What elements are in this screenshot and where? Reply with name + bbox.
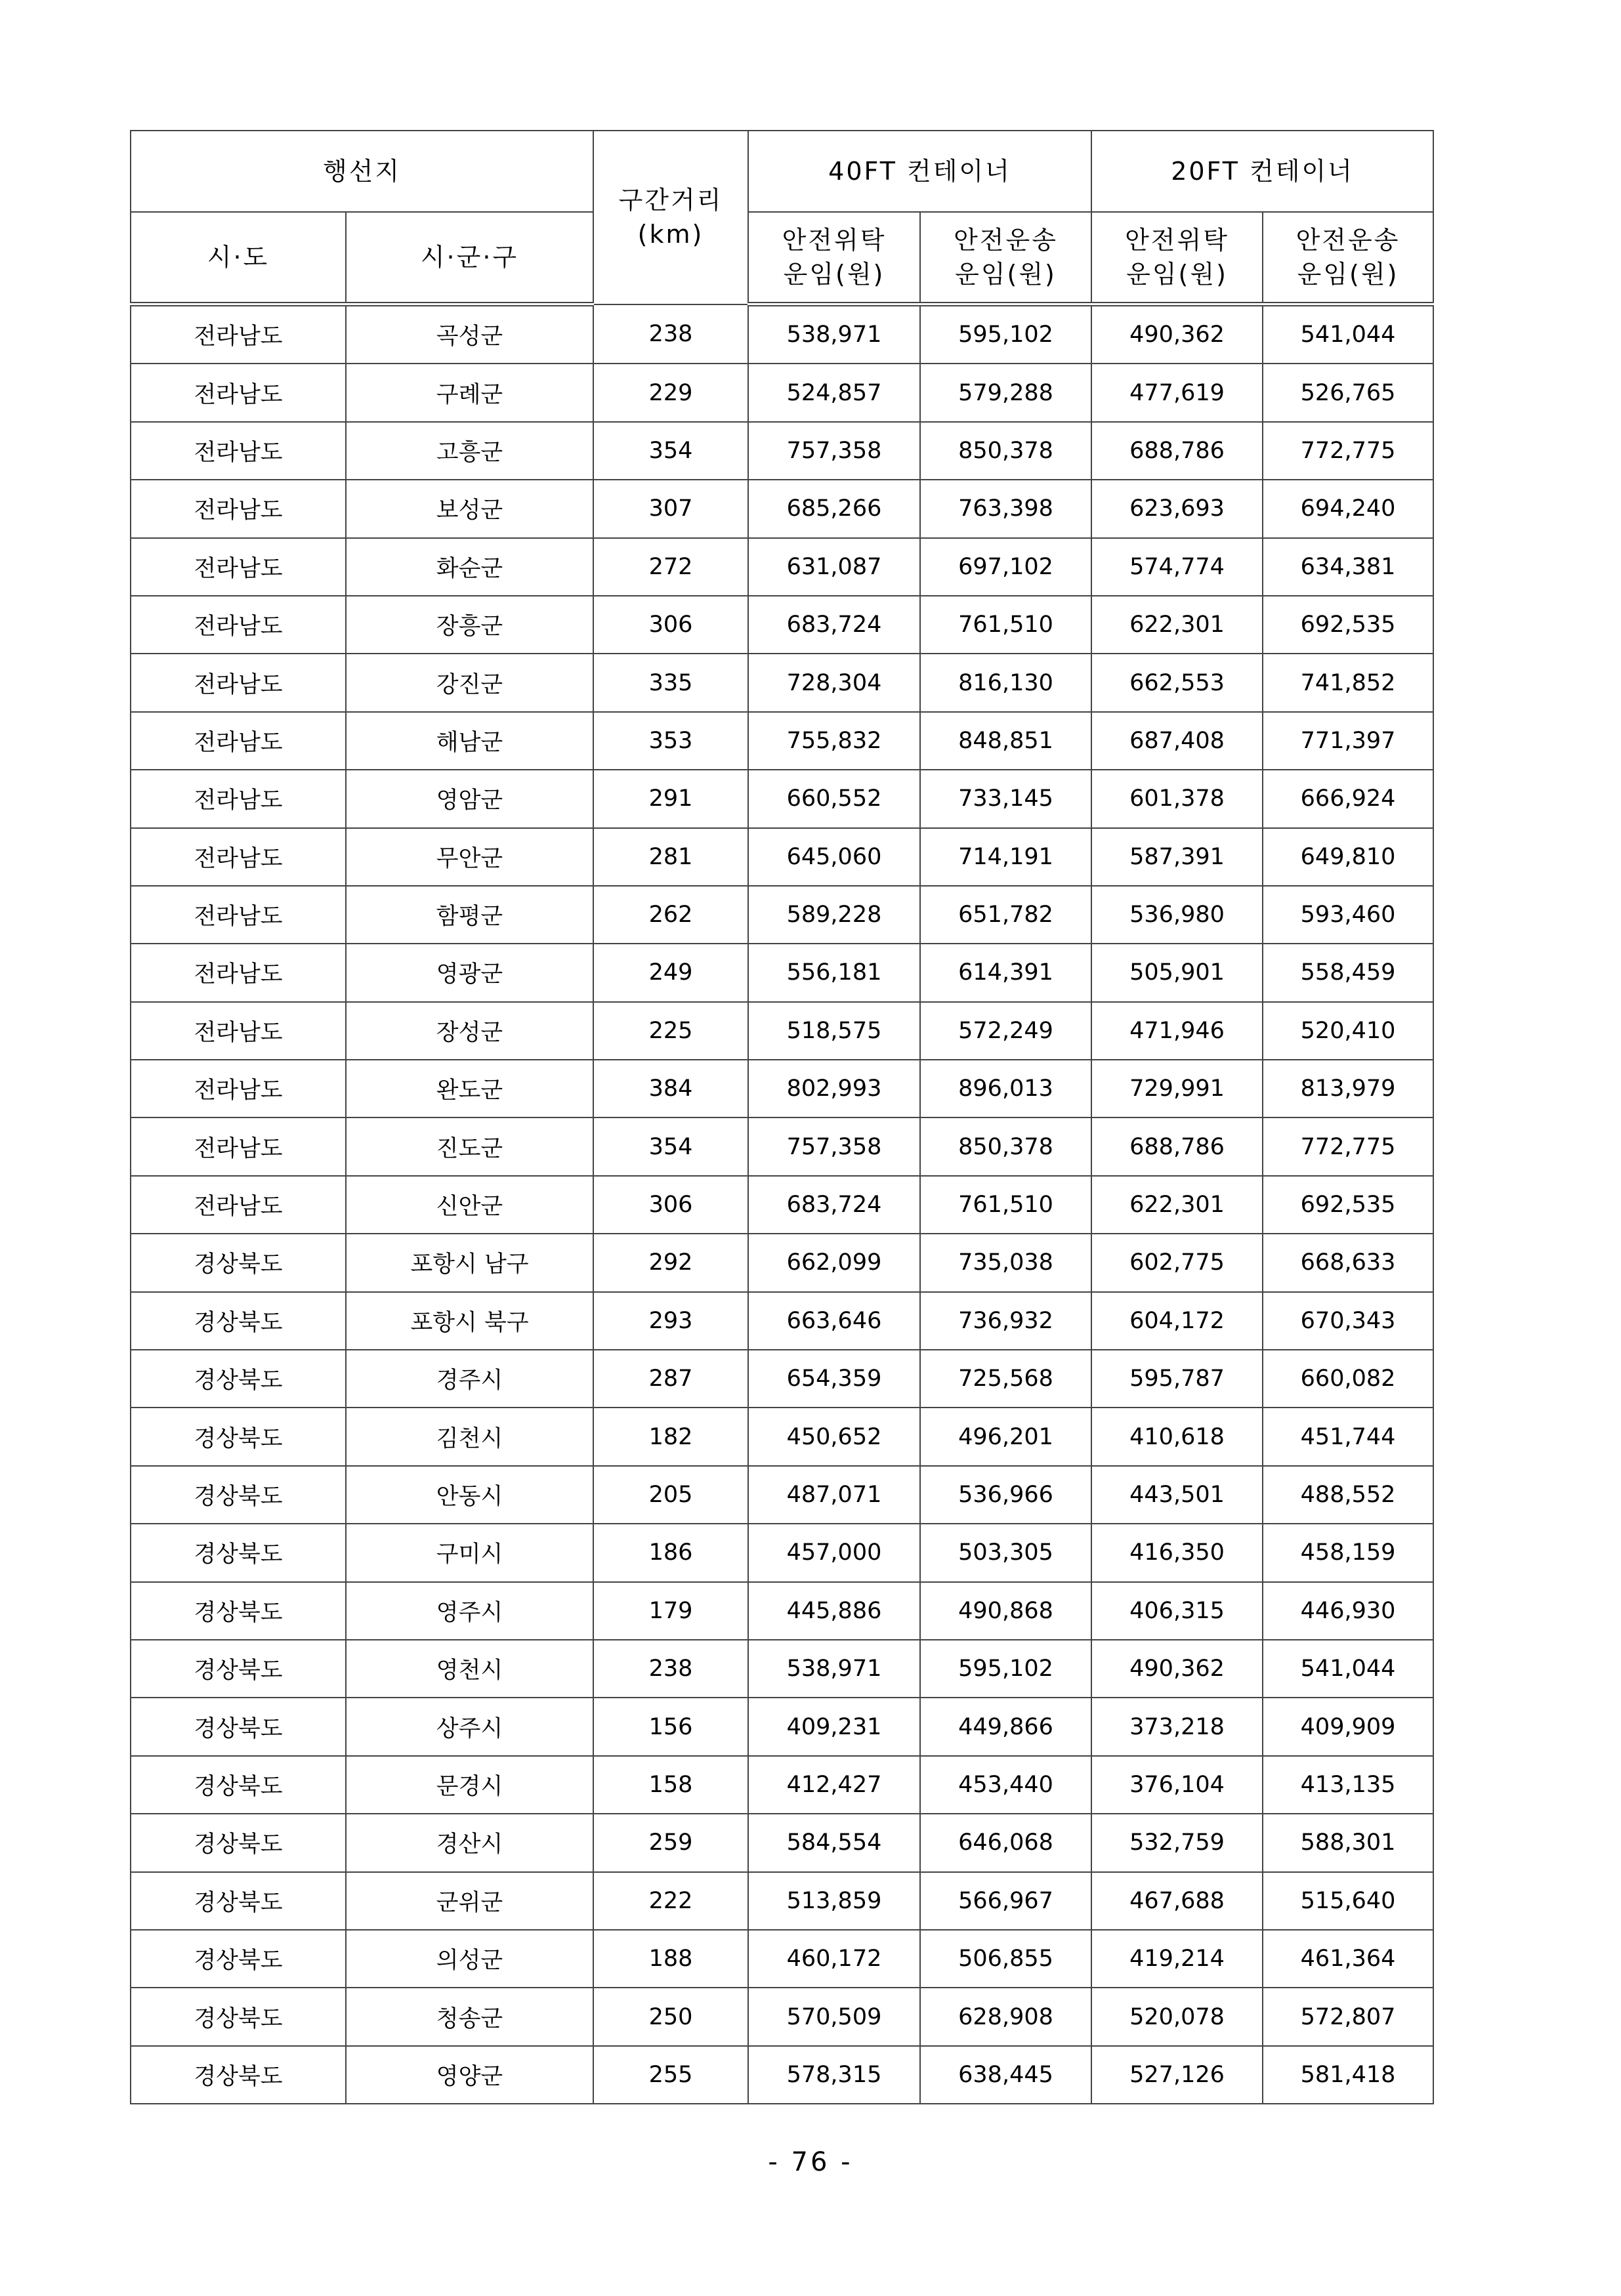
sido-cell: 경상북도: [131, 1408, 346, 1465]
40ft-transport-rate-cell: 496,201: [920, 1408, 1091, 1465]
header-rate-unit: 운임(원): [1297, 260, 1399, 289]
40ft-transport-rate-cell: 566,967: [920, 1872, 1091, 1930]
table-row: [131, 1988, 1433, 2045]
distance-cell: 225: [593, 1002, 748, 1060]
distance-cell: 354: [593, 422, 748, 480]
sigungu-cell: 완도군: [346, 1060, 593, 1117]
20ft-transport-rate-cell: 409,909: [1263, 1698, 1433, 1755]
distance-cell: 179: [593, 1582, 748, 1640]
40ft-consign-rate-cell: 460,172: [748, 1930, 920, 1988]
20ft-transport-rate-cell: 446,930: [1263, 1582, 1433, 1640]
20ft-consign-rate-cell: 419,214: [1091, 1930, 1263, 1988]
distance-cell: 156: [593, 1698, 748, 1755]
40ft-consign-rate-cell: 524,857: [748, 364, 920, 421]
40ft-consign-rate-cell: 683,724: [748, 596, 920, 654]
sigungu-cell: 무안군: [346, 828, 593, 886]
sigungu-cell: 보성군: [346, 480, 593, 537]
distance-cell: 291: [593, 770, 748, 827]
20ft-consign-rate-cell: 373,218: [1091, 1698, 1263, 1755]
sigungu-cell: 장흥군: [346, 596, 593, 654]
20ft-transport-rate-cell: 813,979: [1263, 1060, 1433, 1117]
40ft-transport-rate-cell: 506,855: [920, 1930, 1091, 1988]
table-row: [131, 1466, 1433, 1524]
distance-cell: 238: [593, 1640, 748, 1698]
distance-cell: 238: [593, 304, 748, 364]
40ft-consign-rate-cell: 570,509: [748, 1988, 920, 2045]
40ft-consign-rate-cell: 683,724: [748, 1176, 920, 1234]
20ft-transport-rate-cell: 413,135: [1263, 1756, 1433, 1814]
sido-cell: 전라남도: [131, 364, 346, 421]
20ft-transport-rate-cell: 666,924: [1263, 770, 1433, 827]
20ft-consign-rate-cell: 602,775: [1091, 1234, 1263, 1291]
distance-cell: 281: [593, 828, 748, 886]
40ft-consign-rate-cell: 662,099: [748, 1234, 920, 1291]
sigungu-cell: 함평군: [346, 886, 593, 944]
sido-cell: 경상북도: [131, 1524, 346, 1581]
sigungu-cell: 의성군: [346, 1930, 593, 1988]
40ft-transport-rate-cell: 697,102: [920, 538, 1091, 596]
table-row: [131, 538, 1433, 596]
40ft-consign-rate-cell: 589,228: [748, 886, 920, 944]
20ft-consign-rate-cell: 532,759: [1091, 1814, 1263, 1871]
40ft-transport-rate-cell: 725,568: [920, 1350, 1091, 1408]
sido-cell: 경상북도: [131, 1756, 346, 1814]
header-distance: [593, 131, 748, 304]
sigungu-cell: 강진군: [346, 654, 593, 711]
sido-cell: 경상북도: [131, 1988, 346, 2045]
distance-cell: 229: [593, 364, 748, 421]
sido-cell: 전라남도: [131, 1117, 346, 1175]
distance-cell: 186: [593, 1524, 748, 1581]
40ft-transport-rate-cell: 850,378: [920, 1117, 1091, 1175]
40ft-consign-rate-cell: 584,554: [748, 1814, 920, 1871]
40ft-transport-rate-cell: 536,966: [920, 1466, 1091, 1524]
header-transport-label: 안전운송: [1295, 226, 1400, 255]
20ft-consign-rate-cell: 527,126: [1091, 2046, 1263, 2104]
40ft-transport-rate-cell: 896,013: [920, 1060, 1091, 1117]
20ft-transport-rate-cell: 593,460: [1263, 886, 1433, 944]
distance-cell: 259: [593, 1814, 748, 1871]
header-sido: 시·도: [131, 212, 346, 304]
sigungu-cell: 영천시: [346, 1640, 593, 1698]
20ft-consign-rate-cell: 604,172: [1091, 1292, 1263, 1350]
table-row: [131, 1350, 1433, 1408]
table-row: [131, 1234, 1433, 1291]
distance-cell: 188: [593, 1930, 748, 1988]
table-row: [131, 364, 1433, 421]
sido-cell: 경상북도: [131, 1292, 346, 1350]
distance-cell: 306: [593, 596, 748, 654]
sigungu-cell: 해남군: [346, 712, 593, 770]
sido-cell: 전라남도: [131, 886, 346, 944]
20ft-consign-rate-cell: 595,787: [1091, 1350, 1263, 1408]
20ft-transport-rate-cell: 461,364: [1263, 1930, 1433, 1988]
40ft-transport-rate-cell: 714,191: [920, 828, 1091, 886]
20ft-transport-rate-cell: 526,765: [1263, 364, 1433, 421]
header-transport-label: 안전운송: [954, 226, 1058, 255]
sido-cell: 전라남도: [131, 828, 346, 886]
sido-cell: 전라남도: [131, 422, 346, 480]
20ft-transport-rate-cell: 458,159: [1263, 1524, 1433, 1581]
distance-cell: 255: [593, 2046, 748, 2104]
sigungu-cell: 곡성군: [346, 304, 593, 364]
distance-cell: 287: [593, 1350, 748, 1408]
distance-cell: 262: [593, 886, 748, 944]
sigungu-cell: 영암군: [346, 770, 593, 827]
sido-cell: 경상북도: [131, 1582, 346, 1640]
distance-cell: 293: [593, 1292, 748, 1350]
header-row-top: [131, 131, 1433, 212]
40ft-transport-rate-cell: 651,782: [920, 886, 1091, 944]
40ft-consign-rate-cell: 645,060: [748, 828, 920, 886]
distance-cell: 353: [593, 712, 748, 770]
header-rate-unit: 운임(원): [1126, 260, 1228, 289]
20ft-consign-rate-cell: 622,301: [1091, 596, 1263, 654]
40ft-transport-rate-cell: 638,445: [920, 2046, 1091, 2104]
20ft-consign-rate-cell: 623,693: [1091, 480, 1263, 537]
distance-cell: 306: [593, 1176, 748, 1234]
40ft-transport-rate-cell: 735,038: [920, 1234, 1091, 1291]
40ft-consign-rate-cell: 578,315: [748, 2046, 920, 2104]
20ft-transport-rate-cell: 488,552: [1263, 1466, 1433, 1524]
table-row: [131, 1408, 1433, 1465]
20ft-transport-rate-cell: 772,775: [1263, 1117, 1433, 1175]
sido-cell: 전라남도: [131, 596, 346, 654]
header-40ft-container: 40FT 컨테이너: [748, 131, 1091, 212]
header-row-bottom: [131, 212, 1433, 304]
40ft-transport-rate-cell: 816,130: [920, 654, 1091, 711]
20ft-transport-rate-cell: 692,535: [1263, 1176, 1433, 1234]
header-40ft-transport-rate: [920, 212, 1091, 304]
sido-cell: 전라남도: [131, 944, 346, 1001]
sigungu-cell: 포항시 북구: [346, 1292, 593, 1350]
header-40ft-consign-rate: [748, 212, 920, 304]
40ft-transport-rate-cell: 761,510: [920, 1176, 1091, 1234]
20ft-consign-rate-cell: 467,688: [1091, 1872, 1263, 1930]
40ft-consign-rate-cell: 487,071: [748, 1466, 920, 1524]
sigungu-cell: 포항시 남구: [346, 1234, 593, 1291]
sido-cell: 전라남도: [131, 654, 346, 711]
sido-cell: 경상북도: [131, 1640, 346, 1698]
40ft-consign-rate-cell: 518,575: [748, 1002, 920, 1060]
header-rate-unit: 운임(원): [955, 260, 1057, 289]
table-row: [131, 1117, 1433, 1175]
distance-cell: 205: [593, 1466, 748, 1524]
40ft-transport-rate-cell: 614,391: [920, 944, 1091, 1001]
table-row: [131, 480, 1433, 537]
20ft-transport-rate-cell: 541,044: [1263, 304, 1433, 364]
sigungu-cell: 영주시: [346, 1582, 593, 1640]
40ft-transport-rate-cell: 449,866: [920, 1698, 1091, 1755]
20ft-transport-rate-cell: 670,343: [1263, 1292, 1433, 1350]
40ft-transport-rate-cell: 595,102: [920, 304, 1091, 364]
20ft-transport-rate-cell: 520,410: [1263, 1002, 1433, 1060]
table-row: [131, 770, 1433, 827]
table-row: [131, 1582, 1433, 1640]
table-row: [131, 1930, 1433, 1988]
20ft-transport-rate-cell: 649,810: [1263, 828, 1433, 886]
20ft-consign-rate-cell: 662,553: [1091, 654, 1263, 711]
20ft-transport-rate-cell: 558,459: [1263, 944, 1433, 1001]
distance-cell: 354: [593, 1117, 748, 1175]
header-20ft-container: 20FT 컨테이너: [1091, 131, 1433, 212]
40ft-consign-rate-cell: 654,359: [748, 1350, 920, 1408]
20ft-transport-rate-cell: 660,082: [1263, 1350, 1433, 1408]
table-row: [131, 1756, 1433, 1814]
header-20ft-transport-rate: [1263, 212, 1433, 304]
sigungu-cell: 안동시: [346, 1466, 593, 1524]
sido-cell: 전라남도: [131, 304, 346, 364]
sigungu-cell: 구례군: [346, 364, 593, 421]
40ft-transport-rate-cell: 628,908: [920, 1988, 1091, 2045]
40ft-consign-rate-cell: 755,832: [748, 712, 920, 770]
distance-cell: 272: [593, 538, 748, 596]
sido-cell: 경상북도: [131, 1350, 346, 1408]
distance-cell: 250: [593, 1988, 748, 2045]
20ft-consign-rate-cell: 443,501: [1091, 1466, 1263, 1524]
40ft-consign-rate-cell: 685,266: [748, 480, 920, 537]
sigungu-cell: 화순군: [346, 538, 593, 596]
table-row: [131, 422, 1433, 480]
40ft-consign-rate-cell: 660,552: [748, 770, 920, 827]
sido-cell: 경상북도: [131, 2046, 346, 2104]
20ft-consign-rate-cell: 622,301: [1091, 1176, 1263, 1234]
sido-cell: 경상북도: [131, 1814, 346, 1871]
table-row: [131, 944, 1433, 1001]
table-row: [131, 828, 1433, 886]
20ft-consign-rate-cell: 376,104: [1091, 1756, 1263, 1814]
40ft-consign-rate-cell: 513,859: [748, 1872, 920, 1930]
40ft-transport-rate-cell: 733,145: [920, 770, 1091, 827]
20ft-transport-rate-cell: 515,640: [1263, 1872, 1433, 1930]
sigungu-cell: 장성군: [346, 1002, 593, 1060]
20ft-consign-rate-cell: 601,378: [1091, 770, 1263, 827]
distance-cell: 249: [593, 944, 748, 1001]
freight-rate-table: [130, 130, 1434, 2104]
20ft-transport-rate-cell: 694,240: [1263, 480, 1433, 537]
40ft-transport-rate-cell: 595,102: [920, 1640, 1091, 1698]
40ft-consign-rate-cell: 802,993: [748, 1060, 920, 1117]
20ft-transport-rate-cell: 634,381: [1263, 538, 1433, 596]
40ft-transport-rate-cell: 453,440: [920, 1756, 1091, 1814]
sigungu-cell: 김천시: [346, 1408, 593, 1465]
20ft-transport-rate-cell: 588,301: [1263, 1814, 1433, 1871]
header-rate-unit: 운임(원): [783, 260, 885, 289]
sido-cell: 전라남도: [131, 712, 346, 770]
40ft-transport-rate-cell: 572,249: [920, 1002, 1091, 1060]
table-row: [131, 1060, 1433, 1117]
sigungu-cell: 군위군: [346, 1872, 593, 1930]
20ft-consign-rate-cell: 574,774: [1091, 538, 1263, 596]
sido-cell: 전라남도: [131, 1176, 346, 1234]
40ft-consign-rate-cell: 631,087: [748, 538, 920, 596]
40ft-transport-rate-cell: 850,378: [920, 422, 1091, 480]
sigungu-cell: 경주시: [346, 1350, 593, 1408]
20ft-transport-rate-cell: 772,775: [1263, 422, 1433, 480]
40ft-consign-rate-cell: 412,427: [748, 1756, 920, 1814]
distance-cell: 182: [593, 1408, 748, 1465]
20ft-transport-rate-cell: 771,397: [1263, 712, 1433, 770]
table-row: [131, 1524, 1433, 1581]
table-body: [131, 304, 1433, 2104]
table-row: [131, 712, 1433, 770]
20ft-consign-rate-cell: 688,786: [1091, 422, 1263, 480]
20ft-consign-rate-cell: 520,078: [1091, 1988, 1263, 2045]
40ft-consign-rate-cell: 757,358: [748, 1117, 920, 1175]
40ft-transport-rate-cell: 503,305: [920, 1524, 1091, 1581]
table-row: [131, 1814, 1433, 1871]
40ft-consign-rate-cell: 445,886: [748, 1582, 920, 1640]
sido-cell: 전라남도: [131, 1002, 346, 1060]
header-distance-unit: (km): [637, 220, 704, 249]
sido-cell: 전라남도: [131, 770, 346, 827]
header-consign-label: 안전위탁: [782, 226, 887, 255]
sido-cell: 경상북도: [131, 1234, 346, 1291]
distance-cell: 292: [593, 1234, 748, 1291]
20ft-transport-rate-cell: 741,852: [1263, 654, 1433, 711]
sido-cell: 전라남도: [131, 480, 346, 537]
20ft-consign-rate-cell: 587,391: [1091, 828, 1263, 886]
table-row: [131, 304, 1433, 364]
sido-cell: 전라남도: [131, 538, 346, 596]
sigungu-cell: 경산시: [346, 1814, 593, 1871]
distance-cell: 335: [593, 654, 748, 711]
40ft-transport-rate-cell: 646,068: [920, 1814, 1091, 1871]
40ft-consign-rate-cell: 538,971: [748, 1640, 920, 1698]
40ft-consign-rate-cell: 663,646: [748, 1292, 920, 1350]
sido-cell: 전라남도: [131, 1060, 346, 1117]
sigungu-cell: 청송군: [346, 1988, 593, 2045]
20ft-consign-rate-cell: 505,901: [1091, 944, 1263, 1001]
table-row: [131, 596, 1433, 654]
20ft-consign-rate-cell: 416,350: [1091, 1524, 1263, 1581]
sigungu-cell: 구미시: [346, 1524, 593, 1581]
sido-cell: 경상북도: [131, 1872, 346, 1930]
40ft-transport-rate-cell: 490,868: [920, 1582, 1091, 1640]
distance-cell: 158: [593, 1756, 748, 1814]
distance-cell: 307: [593, 480, 748, 537]
40ft-transport-rate-cell: 736,932: [920, 1292, 1091, 1350]
20ft-consign-rate-cell: 410,618: [1091, 1408, 1263, 1465]
20ft-transport-rate-cell: 451,744: [1263, 1408, 1433, 1465]
20ft-consign-rate-cell: 406,315: [1091, 1582, 1263, 1640]
sigungu-cell: 진도군: [346, 1117, 593, 1175]
40ft-consign-rate-cell: 450,652: [748, 1408, 920, 1465]
20ft-consign-rate-cell: 477,619: [1091, 364, 1263, 421]
header-distance-label: 구간거리: [618, 186, 723, 215]
40ft-transport-rate-cell: 763,398: [920, 480, 1091, 537]
sigungu-cell: 영광군: [346, 944, 593, 1001]
sigungu-cell: 영양군: [346, 2046, 593, 2104]
distance-cell: 384: [593, 1060, 748, 1117]
40ft-consign-rate-cell: 409,231: [748, 1698, 920, 1755]
20ft-consign-rate-cell: 687,408: [1091, 712, 1263, 770]
sigungu-cell: 문경시: [346, 1756, 593, 1814]
20ft-consign-rate-cell: 729,991: [1091, 1060, 1263, 1117]
header-consign-label: 안전위탁: [1125, 226, 1229, 255]
40ft-transport-rate-cell: 761,510: [920, 596, 1091, 654]
20ft-transport-rate-cell: 668,633: [1263, 1234, 1433, 1291]
sigungu-cell: 상주시: [346, 1698, 593, 1755]
20ft-consign-rate-cell: 536,980: [1091, 886, 1263, 944]
20ft-transport-rate-cell: 692,535: [1263, 596, 1433, 654]
20ft-transport-rate-cell: 572,807: [1263, 1988, 1433, 2045]
sigungu-cell: 고흥군: [346, 422, 593, 480]
40ft-transport-rate-cell: 579,288: [920, 364, 1091, 421]
20ft-consign-rate-cell: 688,786: [1091, 1117, 1263, 1175]
20ft-consign-rate-cell: 490,362: [1091, 304, 1263, 364]
sido-cell: 경상북도: [131, 1930, 346, 1988]
table-row: [131, 2046, 1433, 2104]
table-row: [131, 1640, 1433, 1698]
header-destination: 행선지: [131, 131, 593, 212]
sigungu-cell: 신안군: [346, 1176, 593, 1234]
table-row: [131, 1292, 1433, 1350]
40ft-transport-rate-cell: 848,851: [920, 712, 1091, 770]
20ft-transport-rate-cell: 581,418: [1263, 2046, 1433, 2104]
table-row: [131, 886, 1433, 944]
table-row: [131, 1176, 1433, 1234]
table-row: [131, 654, 1433, 711]
20ft-consign-rate-cell: 471,946: [1091, 1002, 1263, 1060]
40ft-consign-rate-cell: 556,181: [748, 944, 920, 1001]
distance-cell: 222: [593, 1872, 748, 1930]
40ft-consign-rate-cell: 728,304: [748, 654, 920, 711]
table-row: [131, 1698, 1433, 1755]
40ft-consign-rate-cell: 457,000: [748, 1524, 920, 1581]
sido-cell: 경상북도: [131, 1698, 346, 1755]
sido-cell: 경상북도: [131, 1466, 346, 1524]
40ft-consign-rate-cell: 538,971: [748, 304, 920, 364]
20ft-consign-rate-cell: 490,362: [1091, 1640, 1263, 1698]
table-row: [131, 1002, 1433, 1060]
40ft-consign-rate-cell: 757,358: [748, 422, 920, 480]
20ft-transport-rate-cell: 541,044: [1263, 1640, 1433, 1698]
table-row: [131, 1872, 1433, 1930]
header-sigungu: 시·군·구: [346, 212, 593, 304]
header-20ft-consign-rate: [1091, 212, 1263, 304]
page-number: - 76 -: [768, 2147, 853, 2177]
